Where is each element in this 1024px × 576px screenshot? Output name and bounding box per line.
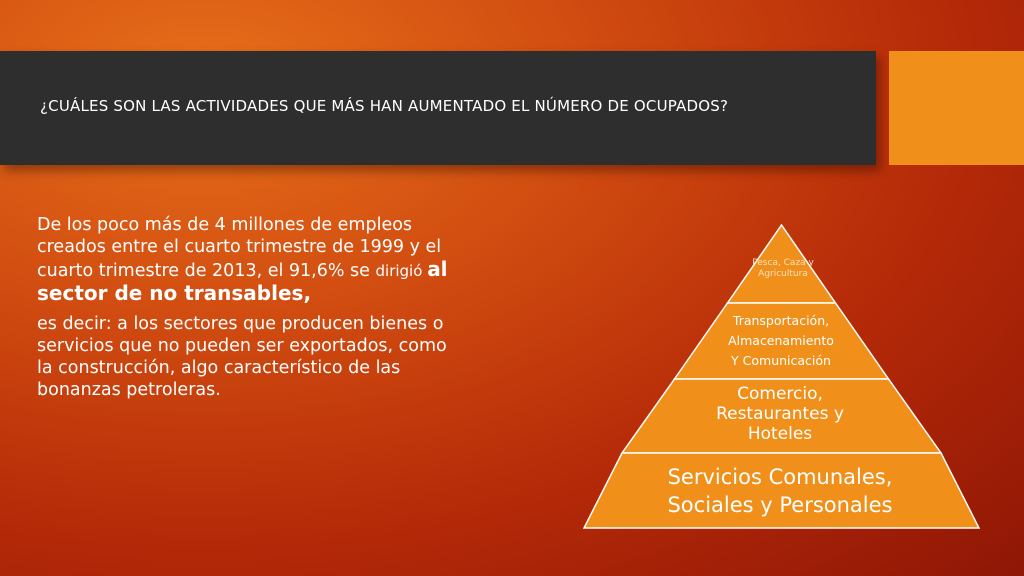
- pyramid-label-2: [701, 311, 861, 371]
- body-text: [37, 214, 457, 408]
- paragraph-1-text: De los poco más de 4 millones de empleos creados entre el cuarto trimestre de 1999 y el cuarto trimestre de 2013, el 91,6% se: [37, 215, 442, 281]
- pyramid-label-4-line-2: Sociales y Personales: [667, 493, 893, 517]
- pyramid-label-1-line-2: Agricultura: [758, 269, 808, 279]
- paragraph-2: es decir: a los sectores que producen bienes o servicios que no pueden ser exportados, como la construcción, algo característico de las bonanzas petroleras.: [37, 314, 447, 400]
- slide-title: ¿CUÁLES SON LAS ACTIVIDADES QUE MÁS HAN AUMENTADO EL NÚMERO DE OCUPADOS?: [40, 97, 729, 115]
- pyramid-label-3-line-1: Comercio,: [737, 384, 823, 404]
- pyramid-label-3-line-2: Restaurantes y: [716, 404, 844, 424]
- paragraph-1-emphasis: al sector de no transables: [37, 257, 448, 305]
- pyramid-label-3: [680, 384, 880, 444]
- paragraph-1-end: ,: [303, 281, 312, 305]
- accent-square: [889, 51, 1024, 165]
- pyramid-label-2-line-1: Transportación,: [732, 313, 830, 328]
- pyramid-label-2-line-3: Y Comunicación: [731, 353, 831, 368]
- paragraph-1-small: dirigió: [375, 262, 428, 280]
- pyramid-label-3-line-3: Hoteles: [747, 424, 813, 444]
- paragraph-1: [37, 214, 457, 306]
- pyramid-label-4-line-1: Servicios Comunales,: [667, 465, 893, 489]
- pyramid-label-2-line-2: Almacenamiento: [728, 333, 834, 348]
- pyramid-label-1-line-1: Pesca, Caza y: [752, 258, 814, 268]
- pyramid-label-1: [733, 258, 833, 280]
- pyramid-label-4: [630, 463, 930, 519]
